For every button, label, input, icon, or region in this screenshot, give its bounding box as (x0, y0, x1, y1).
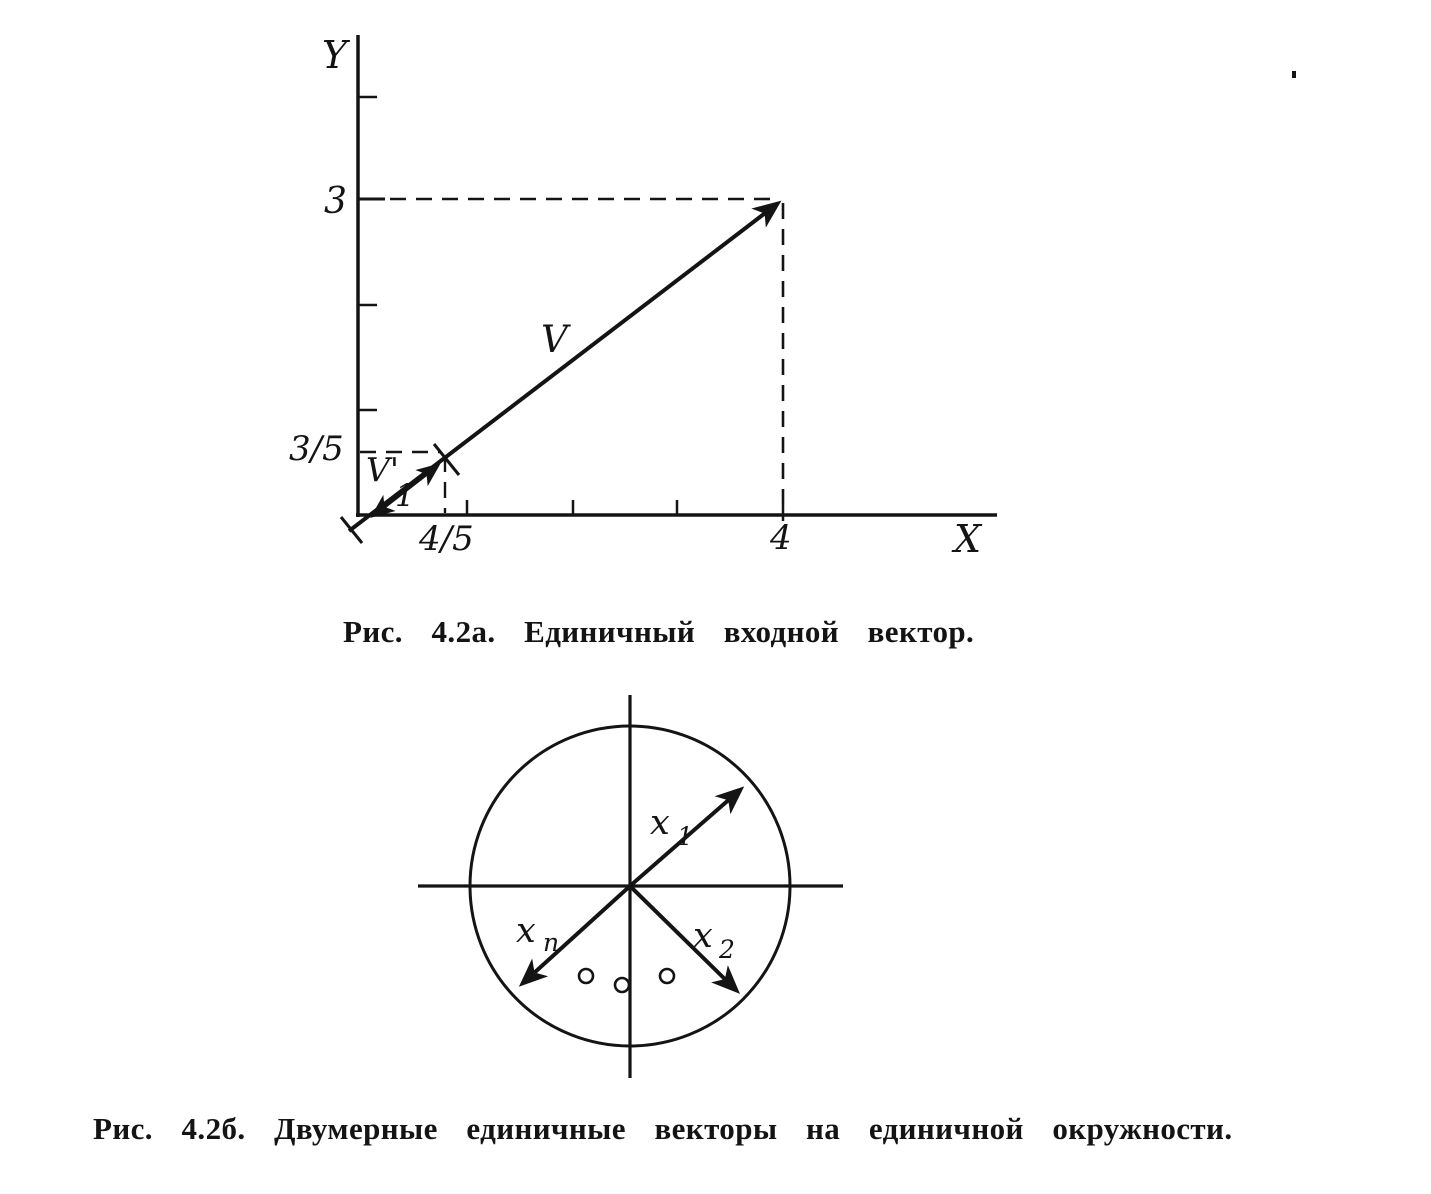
vector-v-label: V (541, 318, 568, 361)
x-axis-label: X (954, 517, 982, 561)
ellipsis-dot-1 (579, 969, 593, 983)
unit-length-label: 1 (395, 478, 415, 514)
vector-xn-label-base: x (516, 911, 536, 951)
vector-x2-label-sub: 2 (719, 935, 735, 964)
x-tick-label-4-5: 4/5 (419, 519, 474, 559)
cross-tick-origin (341, 517, 362, 543)
ellipsis-dot-2 (615, 978, 629, 992)
scan-artifact-dot (1292, 71, 1296, 78)
figure-a-plot (289, 33, 997, 561)
figure-a-caption: Рис. 4.2а. Единичный входной вектор. (343, 614, 975, 649)
vector-x1-label-base: x (650, 803, 670, 843)
figure-b-diagram (418, 695, 843, 1078)
vector-xn-arrow (523, 886, 630, 983)
figure-b-caption: Рис. 4.2б. Двумерные единичные векторы на единичной окружности. (93, 1111, 1233, 1146)
x-tick-label-4: 4 (770, 518, 792, 558)
vector-x2-label-base: x (693, 916, 713, 956)
vector-v-prime-label: V' (366, 450, 399, 489)
vector-x1-label-sub: 1 (677, 822, 693, 851)
y-tick-label-3-5: 3/5 (289, 429, 344, 469)
vector-xn-label-sub: n (543, 928, 560, 957)
y-tick-label-3: 3 (324, 181, 347, 222)
y-axis-label: Y (322, 33, 348, 77)
ellipsis-dot-3 (660, 969, 674, 983)
